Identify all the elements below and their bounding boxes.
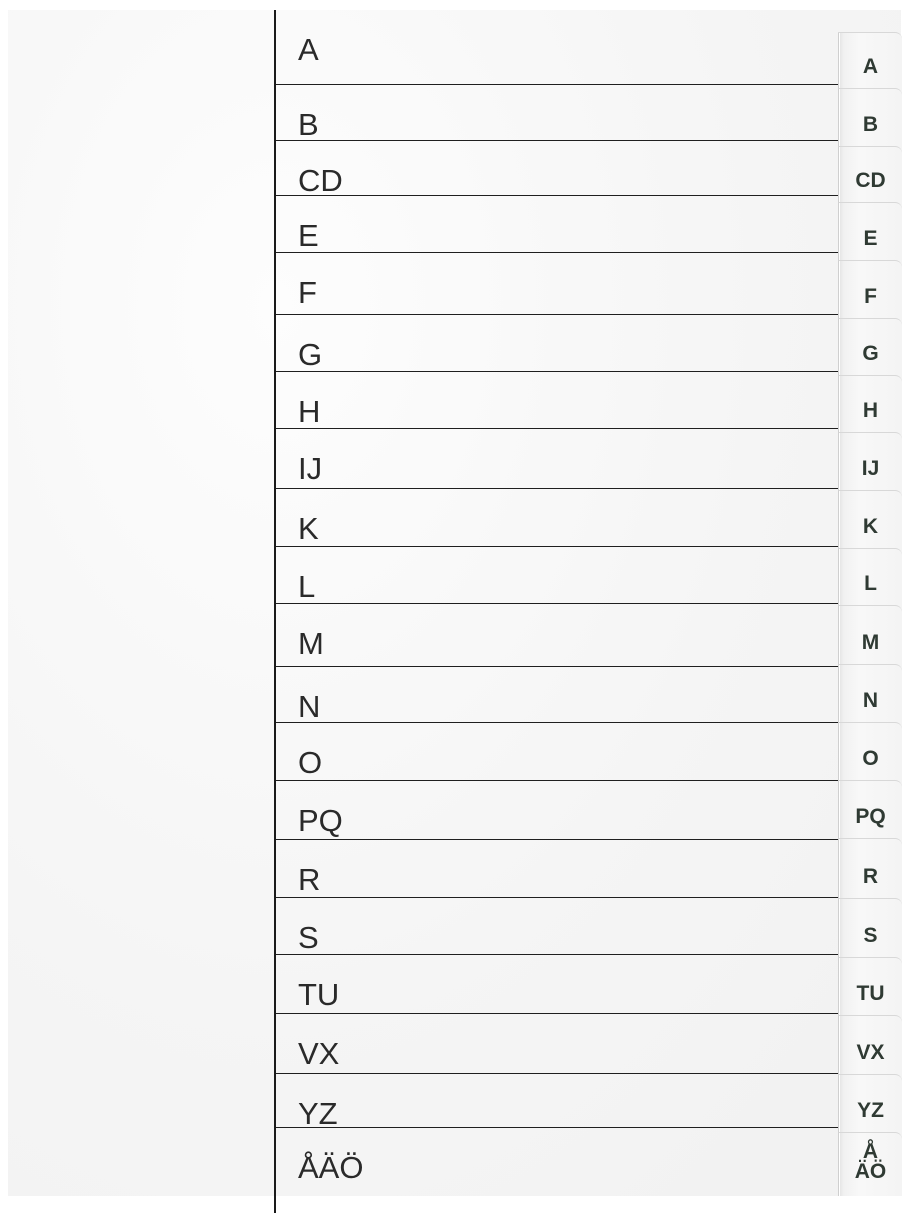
row-label: E xyxy=(298,218,319,253)
index-row-h xyxy=(276,372,840,429)
tab-label: PQ xyxy=(855,805,886,828)
row-label: M xyxy=(298,626,324,661)
index-row-g xyxy=(276,315,840,372)
tab-label: A xyxy=(862,55,879,78)
row-label: K xyxy=(298,511,319,546)
index-row-cd xyxy=(276,141,840,196)
tab-label: B xyxy=(862,113,879,136)
tab-label: H xyxy=(862,399,879,422)
tab-label: N xyxy=(862,689,879,712)
index-rows xyxy=(276,10,840,1196)
row-label: CD xyxy=(298,163,343,198)
index-row-b xyxy=(276,85,840,141)
tab-label: L xyxy=(864,572,877,595)
row-label: YZ xyxy=(298,1096,338,1131)
row-label: R xyxy=(298,862,321,897)
index-row-ij xyxy=(276,429,840,489)
tab-label: R xyxy=(862,865,879,888)
row-label: B xyxy=(298,107,319,142)
index-row-m xyxy=(276,604,840,667)
tab-label: TU xyxy=(856,982,885,1005)
index-row-n xyxy=(276,667,840,723)
row-label: PQ xyxy=(298,803,343,838)
row-label: VX xyxy=(298,1036,340,1071)
index-row-f xyxy=(276,253,840,315)
tab-label: S xyxy=(863,924,878,947)
row-label: IJ xyxy=(298,451,323,486)
row-label: ÅÄÖ xyxy=(298,1150,364,1185)
row-label: F xyxy=(298,275,317,310)
row-label: N xyxy=(298,689,321,724)
tab-label: G xyxy=(862,342,879,365)
index-row-aao xyxy=(276,1128,840,1196)
row-label: S xyxy=(298,920,319,955)
tab-label: VX xyxy=(856,1041,885,1064)
index-row-o xyxy=(276,723,840,781)
index-row-tu xyxy=(276,955,840,1014)
index-row-r xyxy=(276,840,840,898)
row-label: G xyxy=(298,337,323,372)
tab-label: Å ÄÖ xyxy=(854,1140,887,1184)
row-label: A xyxy=(298,32,319,67)
index-row-a xyxy=(276,10,840,85)
tab-label: IJ xyxy=(861,457,880,480)
tab-label: E xyxy=(863,227,878,250)
tab-label: CD xyxy=(855,169,886,192)
row-label: H xyxy=(298,394,321,429)
index-tabs xyxy=(838,10,904,1196)
index-row-s xyxy=(276,898,840,955)
tab-label: F xyxy=(864,285,877,308)
tab-aao[interactable] xyxy=(838,1132,902,1196)
tab-label: O xyxy=(862,747,879,770)
index-row-k xyxy=(276,489,840,547)
tab-label: YZ xyxy=(857,1099,884,1122)
index-row-yz xyxy=(276,1074,840,1131)
index-row-e xyxy=(276,196,840,253)
row-label: TU xyxy=(298,977,340,1012)
tab-label: K xyxy=(862,515,879,538)
index-row-pq xyxy=(276,781,840,840)
row-label: O xyxy=(298,745,323,780)
row-label: L xyxy=(298,569,316,604)
index-row-vx xyxy=(276,1014,840,1074)
index-row-l xyxy=(276,547,840,604)
tab-label: M xyxy=(861,631,880,654)
